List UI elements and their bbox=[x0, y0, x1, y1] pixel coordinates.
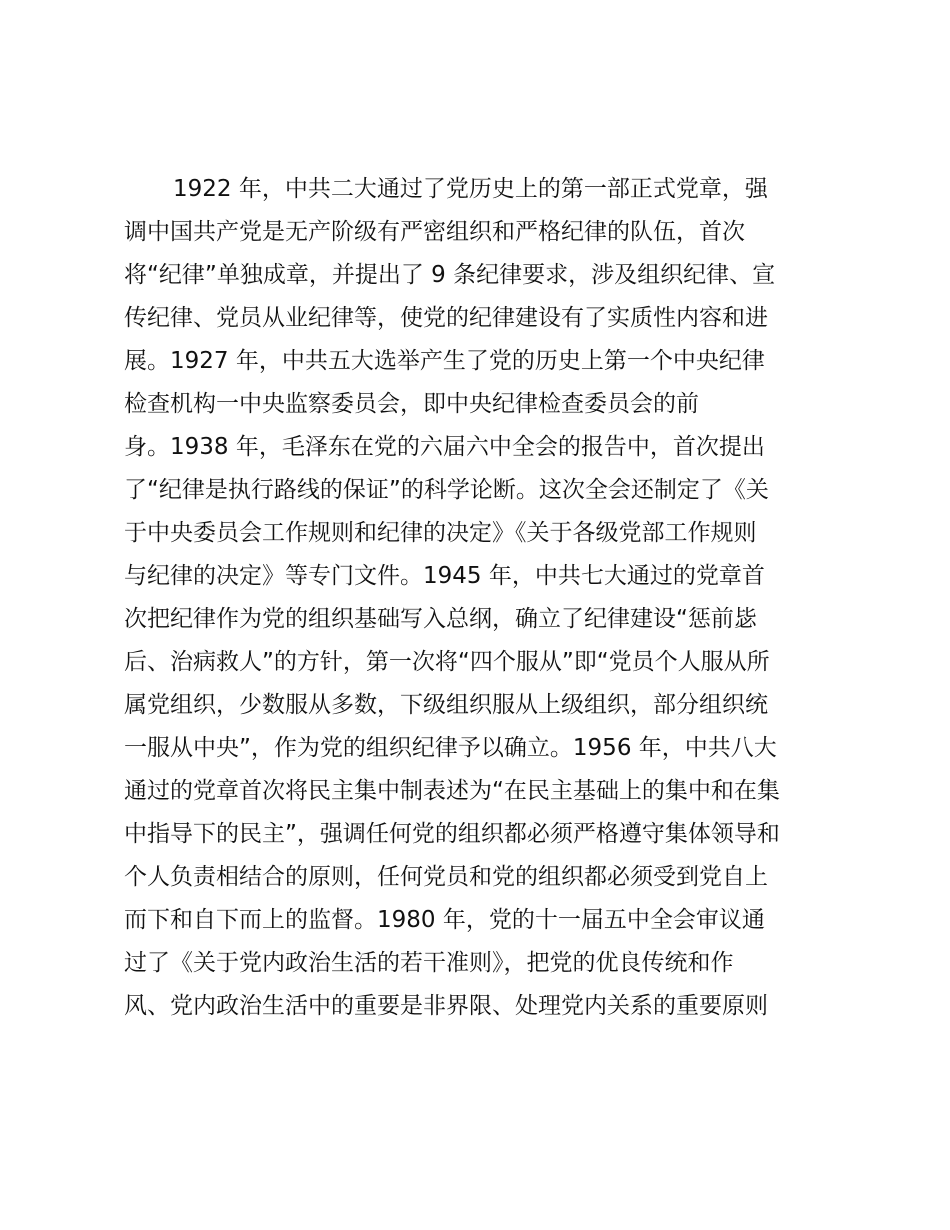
text-line-17: 个人负责相结合的原则，任何党员和党的组织都必须受到党自上 bbox=[124, 864, 768, 890]
text-line-10: 与纪律的决定》等专门文件。1945 年，中共七大通过的党章首 bbox=[124, 563, 765, 589]
text-line-14: 一服从中央”，作为党的组织纪律予以确立。1956 年，中共八大 bbox=[124, 735, 777, 761]
text-line-7: 身。1938 年，毛泽东在党的六届六中全会的报告中，首次提出 bbox=[124, 434, 765, 460]
text-line-2: 调中国共产党是无产阶级有严密组织和严格纪律的队伍，首次 bbox=[124, 219, 745, 245]
text-line-4: 传纪律、党员从业纪律等，使党的纪律建设有了实质性内容和进 bbox=[124, 305, 768, 331]
text-line-18: 而下和自下而上的监督。1980 年，党的十一届五中全会审议通 bbox=[124, 907, 765, 933]
text-line-1: 1922 年，中共二大通过了党历史上的第一部正式党章，强 bbox=[173, 176, 768, 202]
text-line-5: 展。1927 年，中共五大选举产生了党的历史上第一个中央纪律 bbox=[124, 348, 765, 374]
text-line-6: 检查机构一中央监察委员会，即中央纪律检查委员会的前 bbox=[124, 391, 699, 417]
text-line-13: 属党组织，少数服从多数，下级组织服从上级组织，部分组织统 bbox=[124, 692, 768, 718]
text-line-19: 过了《关于党内政治生活的若干准则》，把党的优良传统和作 bbox=[124, 950, 734, 976]
text-line-15: 通过的党章首次将民主集中制表述为“在民主基础上的集中和在集 bbox=[124, 778, 780, 804]
text-line-12: 后、治病救人”的方针，第一次将“四个服从”即“党员个人服从所 bbox=[124, 649, 770, 675]
text-line-11: 次把纪律作为党的组织基础写入总纲，确立了纪律建设“惩前毖 bbox=[124, 606, 757, 632]
text-line-3: 将“纪律”单独成章，并提出了 9 条纪律要求，涉及组织纪律、宣 bbox=[124, 262, 776, 288]
text-line-16: 中指导下的民主”，强调任何党的组织都必须严格遵守集体领导和 bbox=[124, 821, 780, 847]
text-line-9: 于中央委员会工作规则和纪律的决定》《关于各级党部工作规则 bbox=[124, 520, 757, 546]
body-paragraph bbox=[124, 168, 844, 1028]
text-line-20: 风、党内政治生活中的重要是非界限、处理党内关系的重要原则 bbox=[124, 993, 768, 1019]
text-line-8: 了“纪律是执行路线的保证”的科学论断。这次全会还制定了《关 bbox=[124, 477, 769, 503]
